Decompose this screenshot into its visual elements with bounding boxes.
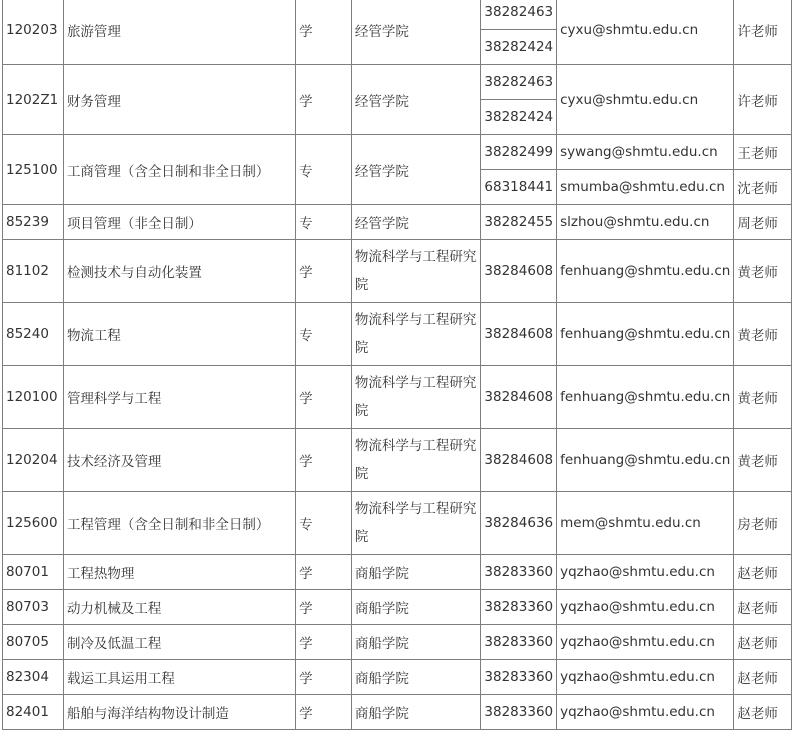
email-cell: fenhuang@shmtu.edu.cn xyxy=(557,429,734,492)
program-name-cell: 船舶与海洋结构物设计制造 xyxy=(63,695,295,730)
degree-type-cell: 学 xyxy=(296,555,352,590)
program-name-cell: 财务管理 xyxy=(63,65,295,135)
phone-cell: 38283360 xyxy=(481,695,557,730)
table-row xyxy=(3,303,792,366)
degree-type-cell: 学 xyxy=(296,660,352,695)
email-cell: yqzhao@shmtu.edu.cn xyxy=(557,590,734,625)
program-code-cell: 82401 xyxy=(3,695,64,730)
program-code-cell: 85240 xyxy=(3,303,64,366)
email-cell: yqzhao@shmtu.edu.cn xyxy=(557,660,734,695)
table-row xyxy=(3,366,792,429)
program-code-cell: 85239 xyxy=(3,205,64,240)
degree-type-cell: 学 xyxy=(296,590,352,625)
phone-cell: 68318441 xyxy=(481,170,557,205)
degree-type-cell: 学 xyxy=(296,429,352,492)
phone-cell: 38282463 xyxy=(481,0,557,30)
department-cell: 商船学院 xyxy=(351,695,481,730)
program-code-cell: 82304 xyxy=(3,660,64,695)
phone-cell: 38282499 xyxy=(481,135,557,170)
department-cell: 商船学院 xyxy=(351,660,481,695)
table-row xyxy=(3,65,792,100)
email-cell: yqzhao@shmtu.edu.cn xyxy=(557,555,734,590)
department-cell: 物流科学与工程研究院 xyxy=(351,240,481,303)
contact-cell: 黄老师 xyxy=(734,303,792,366)
contact-cell: 赵老师 xyxy=(734,625,792,660)
phone-cell: 38284636 xyxy=(481,492,557,555)
contact-cell: 沈老师 xyxy=(734,170,792,205)
contact-cell: 赵老师 xyxy=(734,660,792,695)
program-code-cell: 120203 xyxy=(3,0,64,65)
email-cell: fenhuang@shmtu.edu.cn xyxy=(557,366,734,429)
department-cell: 经管学院 xyxy=(351,135,481,205)
table-row xyxy=(3,625,792,660)
degree-type-cell: 学 xyxy=(296,240,352,303)
phone-cell: 38284608 xyxy=(481,240,557,303)
program-name-cell: 制冷及低温工程 xyxy=(63,625,295,660)
phone-cell: 38282424 xyxy=(481,30,557,65)
program-code-cell: 120204 xyxy=(3,429,64,492)
contact-cell: 黄老师 xyxy=(734,429,792,492)
degree-type-cell: 学 xyxy=(296,695,352,730)
contact-cell: 王老师 xyxy=(734,135,792,170)
contact-cell: 房老师 xyxy=(734,492,792,555)
program-code-cell: 81102 xyxy=(3,240,64,303)
email-cell: sywang@shmtu.edu.cn xyxy=(557,135,734,170)
table-row xyxy=(3,695,792,730)
table-row xyxy=(3,660,792,695)
program-code-cell: 125100 xyxy=(3,135,64,205)
email-cell: mem@shmtu.edu.cn xyxy=(557,492,734,555)
department-cell: 经管学院 xyxy=(351,0,481,65)
email-cell: slzhou@shmtu.edu.cn xyxy=(557,205,734,240)
department-cell: 商船学院 xyxy=(351,555,481,590)
program-name-cell: 工程管理（含全日制和非全日制） xyxy=(63,492,295,555)
department-cell: 商船学院 xyxy=(351,625,481,660)
degree-type-cell: 专 xyxy=(296,205,352,240)
program-name-cell: 管理科学与工程 xyxy=(63,366,295,429)
phone-cell: 38282455 xyxy=(481,205,557,240)
table-row xyxy=(3,429,792,492)
program-name-cell: 项目管理（非全日制） xyxy=(63,205,295,240)
table-row xyxy=(3,205,792,240)
email-cell: fenhuang@shmtu.edu.cn xyxy=(557,240,734,303)
contact-cell: 赵老师 xyxy=(734,555,792,590)
email-cell: smumba@shmtu.edu.cn xyxy=(557,170,734,205)
email-cell: fenhuang@shmtu.edu.cn xyxy=(557,303,734,366)
program-name-cell: 物流工程 xyxy=(63,303,295,366)
contact-cell: 赵老师 xyxy=(734,590,792,625)
contact-cell: 许老师 xyxy=(734,65,792,135)
email-cell: yqzhao@shmtu.edu.cn xyxy=(557,625,734,660)
program-name-cell: 动力机械及工程 xyxy=(63,590,295,625)
degree-type-cell: 学 xyxy=(296,0,352,65)
program-name-cell: 工程热物理 xyxy=(63,555,295,590)
degree-type-cell: 学 xyxy=(296,366,352,429)
table-row xyxy=(3,492,792,555)
phone-cell: 38282463 xyxy=(481,65,557,100)
program-code-cell: 1202Z1 xyxy=(3,65,64,135)
email-cell: cyxu@shmtu.edu.cn xyxy=(557,65,734,135)
email-cell: cyxu@shmtu.edu.cn xyxy=(557,0,734,65)
program-code-cell: 120100 xyxy=(3,366,64,429)
program-code-cell: 80705 xyxy=(3,625,64,660)
program-name-cell: 旅游管理 xyxy=(63,0,295,65)
department-cell: 物流科学与工程研究院 xyxy=(351,366,481,429)
contact-cell: 许老师 xyxy=(734,0,792,65)
email-cell: yqzhao@shmtu.edu.cn xyxy=(557,695,734,730)
department-cell: 经管学院 xyxy=(351,65,481,135)
program-name-cell: 检测技术与自动化装置 xyxy=(63,240,295,303)
degree-type-cell: 专 xyxy=(296,492,352,555)
table-row xyxy=(3,590,792,625)
department-cell: 物流科学与工程研究院 xyxy=(351,303,481,366)
program-name-cell: 技术经济及管理 xyxy=(63,429,295,492)
contact-cell: 黄老师 xyxy=(734,366,792,429)
program-name-cell: 载运工具运用工程 xyxy=(63,660,295,695)
contact-cell: 黄老师 xyxy=(734,240,792,303)
table-row xyxy=(3,135,792,170)
degree-type-cell: 专 xyxy=(296,135,352,205)
program-contact-table xyxy=(2,0,792,730)
department-cell: 商船学院 xyxy=(351,590,481,625)
program-code-cell: 80703 xyxy=(3,590,64,625)
phone-cell: 38284608 xyxy=(481,429,557,492)
phone-cell: 38282424 xyxy=(481,100,557,135)
degree-type-cell: 学 xyxy=(296,625,352,660)
phone-cell: 38284608 xyxy=(481,366,557,429)
phone-cell: 38283360 xyxy=(481,555,557,590)
phone-cell: 38283360 xyxy=(481,625,557,660)
table-row xyxy=(3,555,792,590)
degree-type-cell: 专 xyxy=(296,303,352,366)
department-cell: 物流科学与工程研究院 xyxy=(351,492,481,555)
table-row xyxy=(3,240,792,303)
department-cell: 经管学院 xyxy=(351,205,481,240)
phone-cell: 38283360 xyxy=(481,590,557,625)
degree-type-cell: 学 xyxy=(296,65,352,135)
phone-cell: 38283360 xyxy=(481,660,557,695)
contact-cell: 周老师 xyxy=(734,205,792,240)
program-code-cell: 80701 xyxy=(3,555,64,590)
contact-cell: 赵老师 xyxy=(734,695,792,730)
department-cell: 物流科学与工程研究院 xyxy=(351,429,481,492)
phone-cell: 38284608 xyxy=(481,303,557,366)
program-code-cell: 125600 xyxy=(3,492,64,555)
program-name-cell: 工商管理（含全日制和非全日制） xyxy=(63,135,295,205)
table-row xyxy=(3,0,792,30)
